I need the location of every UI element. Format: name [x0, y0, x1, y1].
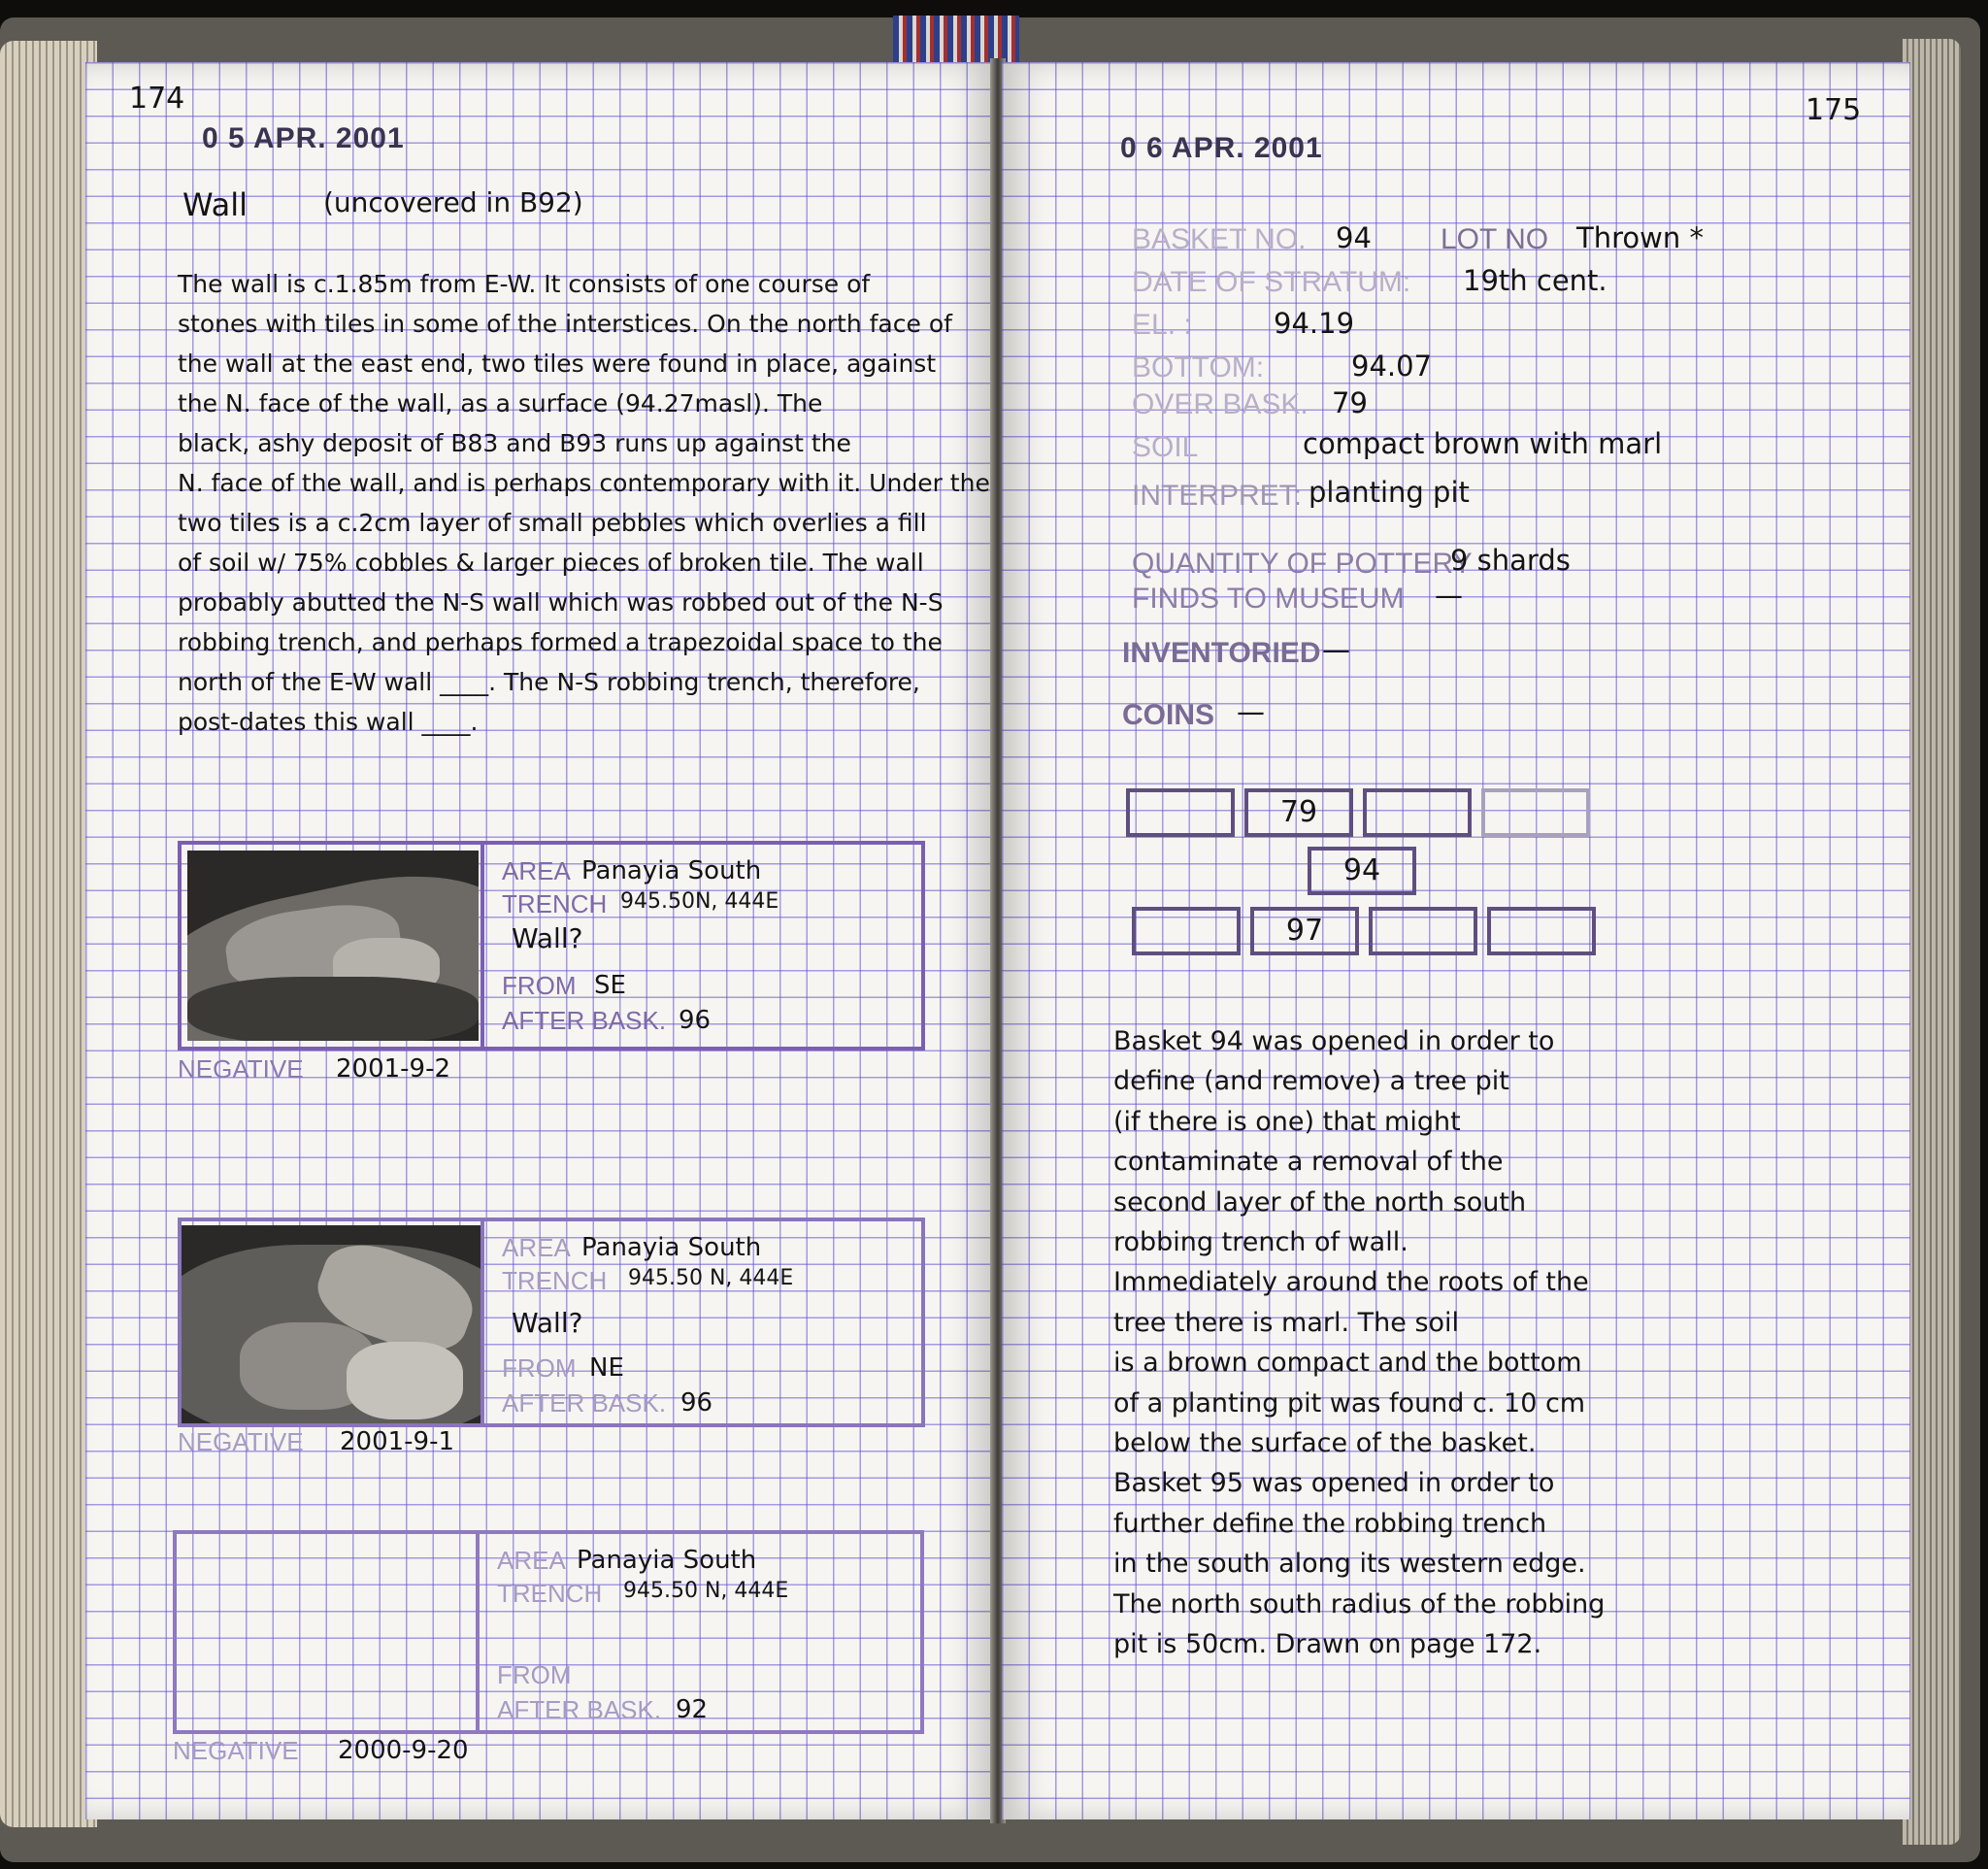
- note-line: Immediately around the roots of the: [1113, 1267, 1589, 1298]
- elevation-value: 94.19: [1274, 307, 1355, 340]
- trench-value: 945.50 N, 444E: [628, 1266, 794, 1290]
- note-line: probably abutted the N-S wall which was robbed out of the N-S: [178, 588, 944, 617]
- note-line: of a planting pit was found c. 10 cm: [1113, 1387, 1586, 1418]
- trench-label: TRENCH: [497, 1579, 603, 1608]
- basket-value: 94: [1336, 221, 1372, 254]
- interpret-label: INTERPRET:: [1132, 480, 1303, 512]
- note-line: (if there is one) that might: [1113, 1106, 1461, 1137]
- note-line: Basket 95 was opened in order to: [1113, 1468, 1555, 1499]
- area-value: Panayia South: [581, 856, 762, 885]
- from-label: FROM: [502, 1353, 577, 1383]
- trench-label: TRENCH: [502, 1266, 608, 1295]
- trench-value: 945.50N, 444E: [620, 889, 779, 914]
- note-line: two tiles is a c.2cm layer of small pebbles which overlies a fill: [178, 509, 927, 537]
- matrix-box: [1363, 788, 1472, 837]
- note-line: robbing trench of wall.: [1113, 1227, 1408, 1258]
- inventoried-label: INVENTORIED: [1122, 637, 1321, 669]
- area-value: Panayia South: [581, 1233, 762, 1262]
- matrix-box: [1487, 907, 1596, 955]
- area-value: Panayia South: [577, 1546, 757, 1575]
- note-line: The north south radius of the robbing: [1113, 1588, 1606, 1619]
- trench-label: TRENCH: [502, 889, 608, 918]
- note-line: second layer of the north south: [1113, 1186, 1527, 1218]
- matrix-box: [1126, 788, 1235, 837]
- note-line: The wall is c.1.85m from E-W. It consists of one course of: [178, 270, 871, 298]
- from-value: SE: [594, 971, 626, 1000]
- negative-value: 2001-9-1: [340, 1427, 455, 1456]
- entry-title: Wall: [182, 186, 248, 223]
- matrix-box: 79: [1244, 788, 1353, 837]
- matrix-box: 97: [1250, 907, 1359, 955]
- note-line: black, ashy deposit of B83 and B93 runs up against the: [178, 429, 851, 457]
- photo-subject: Wall?: [512, 1307, 583, 1339]
- trench-photo-1: [187, 851, 479, 1041]
- note-line: define (and remove) a tree pit: [1113, 1066, 1509, 1097]
- elevation-label: EL. :: [1132, 309, 1192, 341]
- from-label: FROM: [502, 971, 577, 1000]
- note-line: is a brown compact and the bottom: [1113, 1348, 1582, 1379]
- page-edges-left: [0, 41, 97, 1827]
- left-page-number: 174: [129, 82, 185, 116]
- basket-label: BASKET NO.: [1132, 223, 1307, 255]
- right-page: [1002, 62, 1910, 1819]
- soil-value: compact brown with marl: [1303, 427, 1663, 460]
- note-line: stones with tiles in some of the interstices. On the north face of: [178, 310, 952, 338]
- entry-subtitle: (uncovered in B92): [323, 186, 583, 218]
- bottom-label: BOTTOM:: [1132, 351, 1265, 384]
- finds-label: FINDS TO MUSEUM: [1132, 583, 1405, 615]
- inventoried-value: —: [1322, 633, 1350, 666]
- over-basket-label: OVER BASK.: [1132, 388, 1309, 420]
- matrix-box-current: 94: [1308, 847, 1416, 895]
- right-page-number: 175: [1806, 93, 1862, 127]
- left-date-stamp: 0 5 APR. 2001: [202, 122, 405, 154]
- area-label: AREA: [502, 856, 571, 885]
- photo-stamp-3: [173, 1530, 924, 1734]
- note-line: N. face of the wall, and is perhaps contemporary with it. Under the: [178, 469, 990, 497]
- note-line: in the south along its western edge.: [1113, 1549, 1586, 1580]
- note-line: pit is 50cm. Drawn on page 172.: [1113, 1629, 1542, 1660]
- after-basket-label: AFTER BASK.: [502, 1388, 667, 1418]
- after-basket-value: 92: [676, 1695, 709, 1724]
- over-basket-value: 79: [1332, 386, 1368, 419]
- basket-notes: [1113, 1021, 1890, 1665]
- after-basket-label: AFTER BASK.: [502, 1006, 667, 1035]
- note-line: robbing trench, and perhaps formed a trapezoidal space to the: [178, 628, 943, 656]
- note-line: the wall at the east end, two tiles were found in place, against: [178, 350, 937, 378]
- page-edges-right: [1903, 39, 1961, 1845]
- negative-label: NEGATIVE: [178, 1054, 304, 1084]
- note-line: tree there is marl. The soil: [1113, 1307, 1460, 1338]
- pottery-quantity-value: 9 shards: [1450, 544, 1571, 577]
- photo-stamp-1: [178, 841, 925, 1051]
- coins-value: —: [1237, 695, 1265, 728]
- after-basket-value: 96: [679, 1006, 712, 1035]
- binding-headband: [893, 16, 1019, 62]
- pottery-quantity-label: QUANTITY OF POTTERY: [1132, 548, 1473, 580]
- negative-value: 2001-9-2: [336, 1054, 451, 1084]
- matrix-box: [1369, 907, 1477, 955]
- finds-value: —: [1435, 579, 1463, 612]
- interpret-value: planting pit: [1309, 476, 1470, 509]
- left-page: [85, 62, 994, 1819]
- lot-label: LOT NO: [1441, 223, 1549, 255]
- after-basket-value: 96: [680, 1388, 713, 1418]
- matrix-box: [1132, 907, 1241, 955]
- right-date-stamp: 0 6 APR. 2001: [1120, 132, 1323, 164]
- trench-value: 945.50 N, 444E: [623, 1579, 789, 1603]
- note-line: contaminate a removal of the: [1113, 1147, 1504, 1178]
- negative-label: NEGATIVE: [178, 1427, 304, 1456]
- negative-label: NEGATIVE: [173, 1736, 299, 1765]
- area-label: AREA: [497, 1546, 566, 1575]
- trench-photo-2: [182, 1225, 482, 1423]
- area-label: AREA: [502, 1233, 571, 1262]
- negative-value: 2000-9-20: [338, 1736, 469, 1765]
- note-line: Basket 94 was opened in order to: [1113, 1026, 1555, 1056]
- soil-label: SOIL: [1132, 431, 1199, 463]
- photo-subject: Wall?: [512, 922, 583, 954]
- note-line: the N. face of the wall, as a surface (94.27masl). The: [178, 389, 823, 417]
- coins-label: COINS: [1122, 699, 1215, 731]
- note-line: further define the robbing trench: [1113, 1508, 1547, 1539]
- note-line: north of the E-W wall ____. The N-S robbing trench, therefore,: [178, 668, 920, 696]
- bottom-value: 94.07: [1351, 350, 1433, 383]
- note-line: below the surface of the basket.: [1113, 1428, 1537, 1459]
- from-value: NE: [589, 1353, 624, 1383]
- note-line: post-dates this wall ____.: [178, 708, 479, 736]
- from-label: FROM: [497, 1660, 572, 1689]
- note-line: of soil w/ 75% cobbles & larger pieces of broken tile. The wall: [178, 549, 924, 577]
- after-basket-label: AFTER BASK.: [497, 1695, 662, 1724]
- wall-notes: [178, 264, 990, 742]
- matrix-box: [1481, 788, 1590, 837]
- lot-value: Thrown *: [1576, 221, 1704, 254]
- date-stratum-value: 19th cent.: [1463, 264, 1607, 297]
- photo-stamp-2: [178, 1218, 925, 1427]
- date-stratum-label: DATE OF STRATUM:: [1132, 266, 1411, 298]
